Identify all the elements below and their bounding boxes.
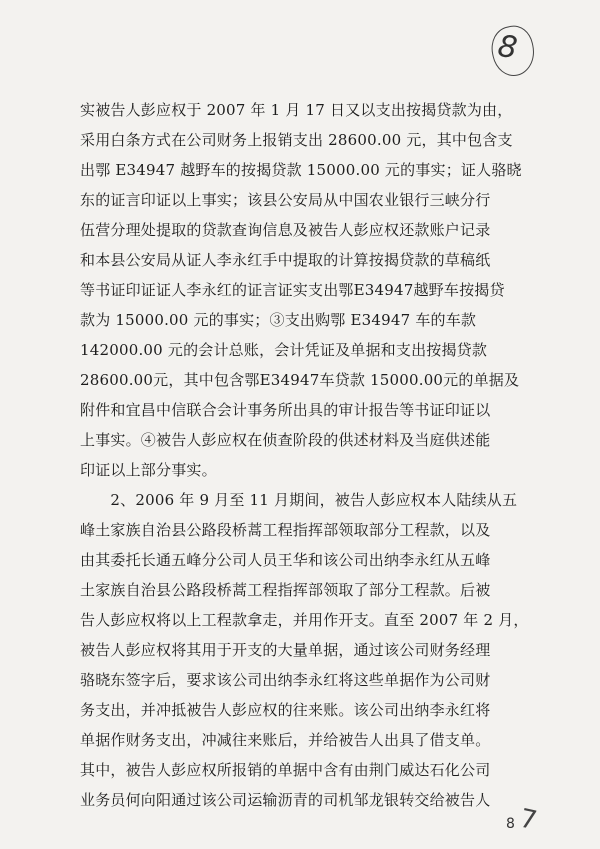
text-line: 款为 15000.00 元的事实；③支出购鄂 E34947 车的车款 [80,311,477,329]
text-line: 采用白条方式在公司财务上报销支出 28600.00 元，其中包含支 [80,131,513,149]
text-line: 伍营分理处提取的贷款查询信息及被告人彭应权还款账户记录 [80,221,491,239]
text-line: 东的证言印证以上事实；该县公安局从中国农业银行三峡分行 [80,191,491,209]
text-line: 单据作财务支出，冲减往来账后，并给被告人出具了借支单。 [80,731,491,749]
text-line: 其中，被告人彭应权所报销的单据中含有由荆门威达石化公司 [80,761,491,779]
text-line: 上事实。④被告人彭应权在侦查阶段的供述材料及当庭供述能 [80,431,491,449]
text-line: 骆晓东签字后，要求该公司出纳李永红将这些单据作为公司财 [80,671,491,689]
text-line: 附件和宜昌中信联合会计事务所出具的审计报告等书证印证以 [80,401,491,419]
text-line: 2、2006 年 9 月至 11 月期间，被告人彭应权本人陆续从五 [80,491,518,509]
text-line: 出鄂 E34947 越野车的按揭贷款 15000.00 元的事实；证人骆晓 [80,161,522,179]
text-line: 土家族自治县公路段桥蒿工程指挥部领取了部分工程款。后被 [80,581,491,599]
text-line: 和本县公安局从证人李永红手中提取的计算按揭贷款的草稿纸 [80,251,491,269]
text-line: 142000.00 元的会计总账，会计凭证及单据和支出按揭贷款 [80,341,488,359]
text-line: 被告人彭应权将其用于开支的大量单据，通过该公司财务经理 [80,641,491,659]
text-line: 印证以上部分事实。 [80,461,217,479]
text-line: 等书证印证证人李永红的证言证实支出鄂E34947越野车按揭贷 [80,281,505,299]
text-line: 实被告人彭应权于 2007 年 1 月 17 日又以支出按揭贷款为由， [80,101,513,119]
page-number-stamp: 8 [495,28,520,67]
text-line: 业务员何向阳通过该公司运输沥青的司机邹龙银转交给被告人 [80,791,491,809]
text-line: 由其委托长通五峰分公司人员王华和该公司出纳李永红从五峰 [80,551,491,569]
text-line: 28600.00元，其中包含鄂E34947车贷款 15000.00元的单据及 [80,371,520,389]
footer-page-number: 8 [506,816,515,832]
document-body [80,95,542,815]
text-line: 务支出，并冲抵被告人彭应权的往来账。该公司出纳李永红将 [80,701,491,719]
text-line: 峰土家族自治县公路段桥蒿工程指挥部领取部分工程款，以及 [80,521,491,539]
footer-handwritten-mark: 7 [517,803,540,837]
text-line: 告人彭应权将以上工程款拿走，并用作开支。直至 2007 年 2 月， [80,611,529,629]
